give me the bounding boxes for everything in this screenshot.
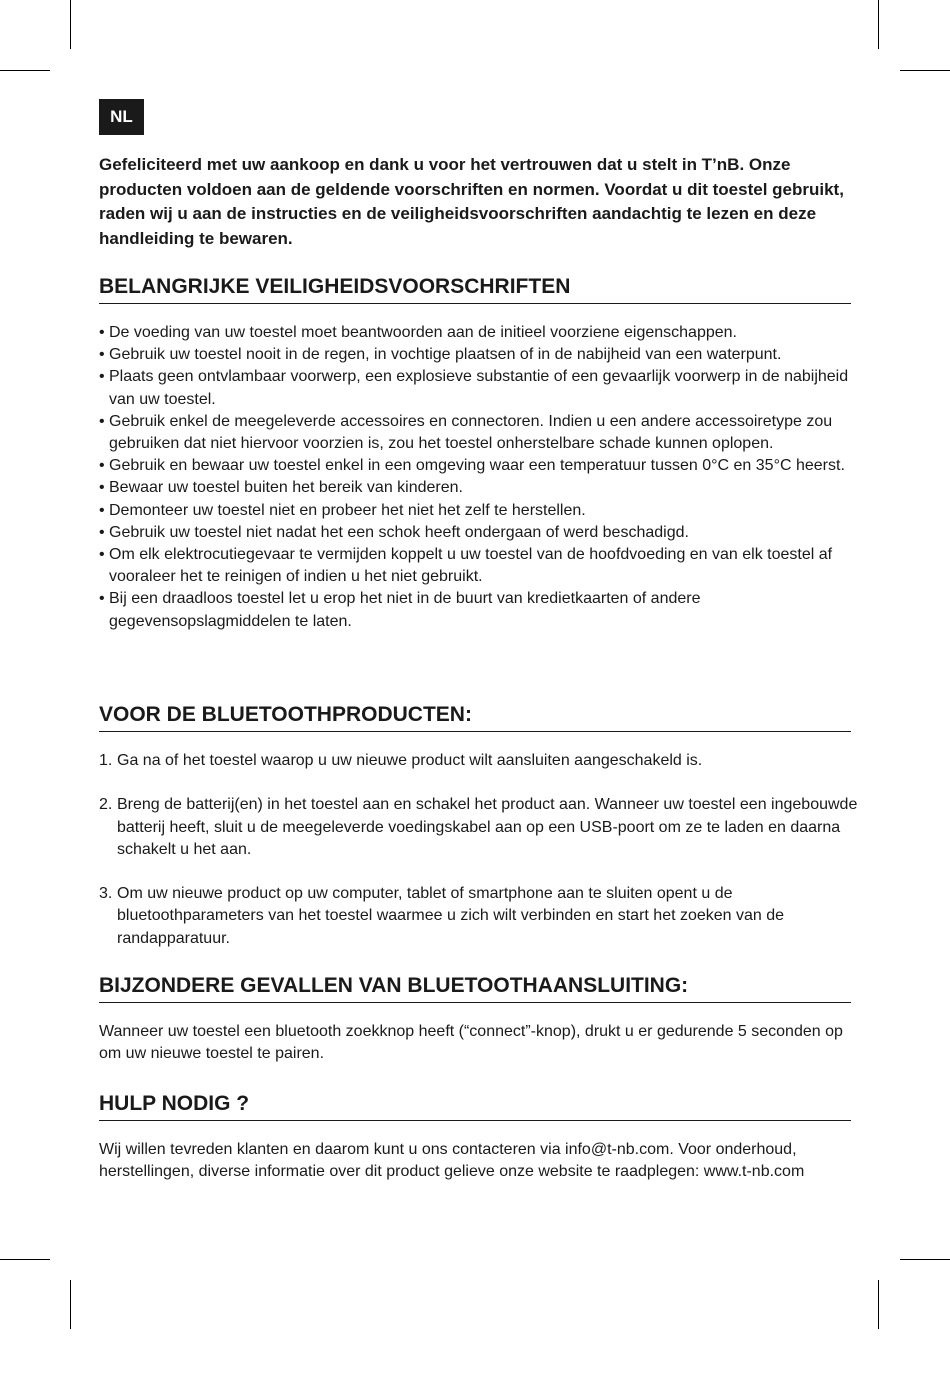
crop-mark-top-left-horizontal [0, 70, 50, 71]
safety-item [99, 500, 859, 522]
safety-item [99, 322, 859, 344]
safety-item-text: De voeding van uw toestel moet beantwoorden aan de initieel voorziene eigenschappen. [109, 324, 737, 341]
safety-item-text: Demonteer uw toestel niet en probeer het niet het zelf te herstellen. [109, 501, 586, 519]
step-text: Om uw nieuwe product op uw computer, tablet of smartphone aan te sluiten opent u de bluetoothparameters van het toestel waarmee u zich wilt verbinden en start het zoeken van de randapparatuur. [117, 885, 785, 947]
intro-paragraph: Gefeliciteerd met uw aankoop en dank u voor het vertrouwen dat u stelt in T’nB. Onze producten voldoen aan de geldende voorschriften en normen. Voordat u dit toestel gebruikt, raden wij u aan de instructies en de veiligheidsvoorschriften aandachtig te lezen en deze handleiding te bewaren. [99, 155, 844, 248]
step-text: Ga na of het toestel waarop u uw nieuwe product wilt aansluiten aangeschakeld is. [117, 752, 703, 769]
safety-item [99, 588, 859, 632]
step-number: 1. [99, 752, 113, 769]
safety-item-text: Gebruik enkel de meegeleverde accessoires en connectoren. Indien u een andere accessoiretype zou gebruiken dat niet hiervoor voorzien is, zou het toestel onherstelbare schade kunnen oplopen. [109, 412, 833, 453]
bullet-dot: • [99, 324, 105, 341]
bullet-dot: • [99, 479, 105, 497]
safety-item-text: Gebruik en bewaar uw toestel enkel in een omgeving waar een temperatuur tussen 0°C en 35°C heerst. [109, 457, 845, 475]
crop-mark-top-left-vertical [70, 0, 71, 49]
step-number: 3. [99, 885, 113, 903]
bullet-dot: • [99, 412, 105, 430]
safety-list [99, 322, 859, 633]
crop-mark-bottom-right-vertical [878, 1280, 879, 1329]
bullet-dot: • [99, 501, 105, 519]
bullet-dot: • [99, 457, 105, 475]
safety-item-text: Om elk elektrocutiegevaar te vermijden koppelt u uw toestel van de hoofdvoeding en van elk toestel af vooraleer het te reinigen of indien u het niet gebruikt. [109, 546, 833, 586]
safety-item-text: Bewaar uw toestel buiten het bereik van kinderen. [109, 479, 463, 497]
bullet-dot: • [99, 346, 105, 364]
language-badge: NL [99, 99, 144, 135]
safety-item [99, 455, 859, 477]
help-section-title: HULP NODIG ? [99, 1091, 851, 1121]
safety-item [99, 522, 859, 544]
crop-mark-bottom-left-vertical [70, 1280, 71, 1329]
crop-mark-top-right-vertical [878, 0, 879, 49]
safety-item-text: Gebruik uw toestel nooit in de regen, in vochtige plaatsen of in de nabijheid van een waterpunt. [109, 346, 782, 364]
safety-item-text: Gebruik uw toestel niet nadat het een schok heeft ondergaan of werd beschadigd. [109, 523, 689, 541]
bullet-dot: • [99, 546, 105, 564]
bullet-dot: • [99, 368, 105, 386]
bullet-dot: • [99, 523, 105, 541]
safety-item-text: Bij een draadloos toestel let u erop het niet in de buurt van kredietkaarten of andere gegevensopslagmiddelen te laten. [109, 590, 701, 630]
safety-item [99, 344, 859, 366]
bluetooth-step [99, 794, 859, 861]
safety-item [99, 544, 859, 588]
bullet-dot: • [99, 590, 105, 608]
special-cases-paragraph: Wanneer uw toestel een bluetooth zoekknop heeft (“connect”-knop), drukt u er gedurende 5 seconden op om uw nieuwe toestel te pairen. [99, 1023, 843, 1063]
bluetooth-steps-list [99, 750, 859, 972]
special-cases-section-title: BIJZONDERE GEVALLEN VAN BLUETOOTHAANSLUITING: [99, 973, 851, 1003]
help-paragraph: Wij willen tevreden klanten en daarom kunt u ons contacteren via info@t-nb.com. Voor onderhoud, herstellingen, diverse informatie over dit product gelieve onze website te raadplegen: www.t-nb.com [99, 1141, 805, 1181]
bluetooth-step [99, 883, 859, 950]
safety-item-text: Plaats geen ontvlambaar voorwerp, een explosieve substantie of een gevaarlijk voorwerp in de nabijheid van uw toestel. [109, 368, 849, 408]
safety-item [99, 411, 859, 455]
safety-section-title: BELANGRIJKE VEILIGHEIDSVOORSCHRIFTEN [99, 274, 851, 304]
safety-item [99, 477, 859, 499]
bluetooth-section-title: VOOR DE BLUETOOTHPRODUCTEN: [99, 702, 851, 732]
safety-item [99, 366, 859, 410]
step-number: 2. [99, 796, 113, 814]
crop-mark-bottom-left-horizontal [0, 1259, 50, 1260]
crop-mark-bottom-right-horizontal [900, 1259, 950, 1260]
step-text: Breng de batterij(en) in het toestel aan en schakel het product aan. Wanneer uw toestel een ingebouwde batterij heeft, sluit u de meegeleverde voedingskabel aan op een USB-poort om ze te laden en daarna schakelt u het aan. [117, 796, 858, 858]
crop-mark-top-right-horizontal [900, 70, 950, 71]
bluetooth-step [99, 750, 859, 772]
